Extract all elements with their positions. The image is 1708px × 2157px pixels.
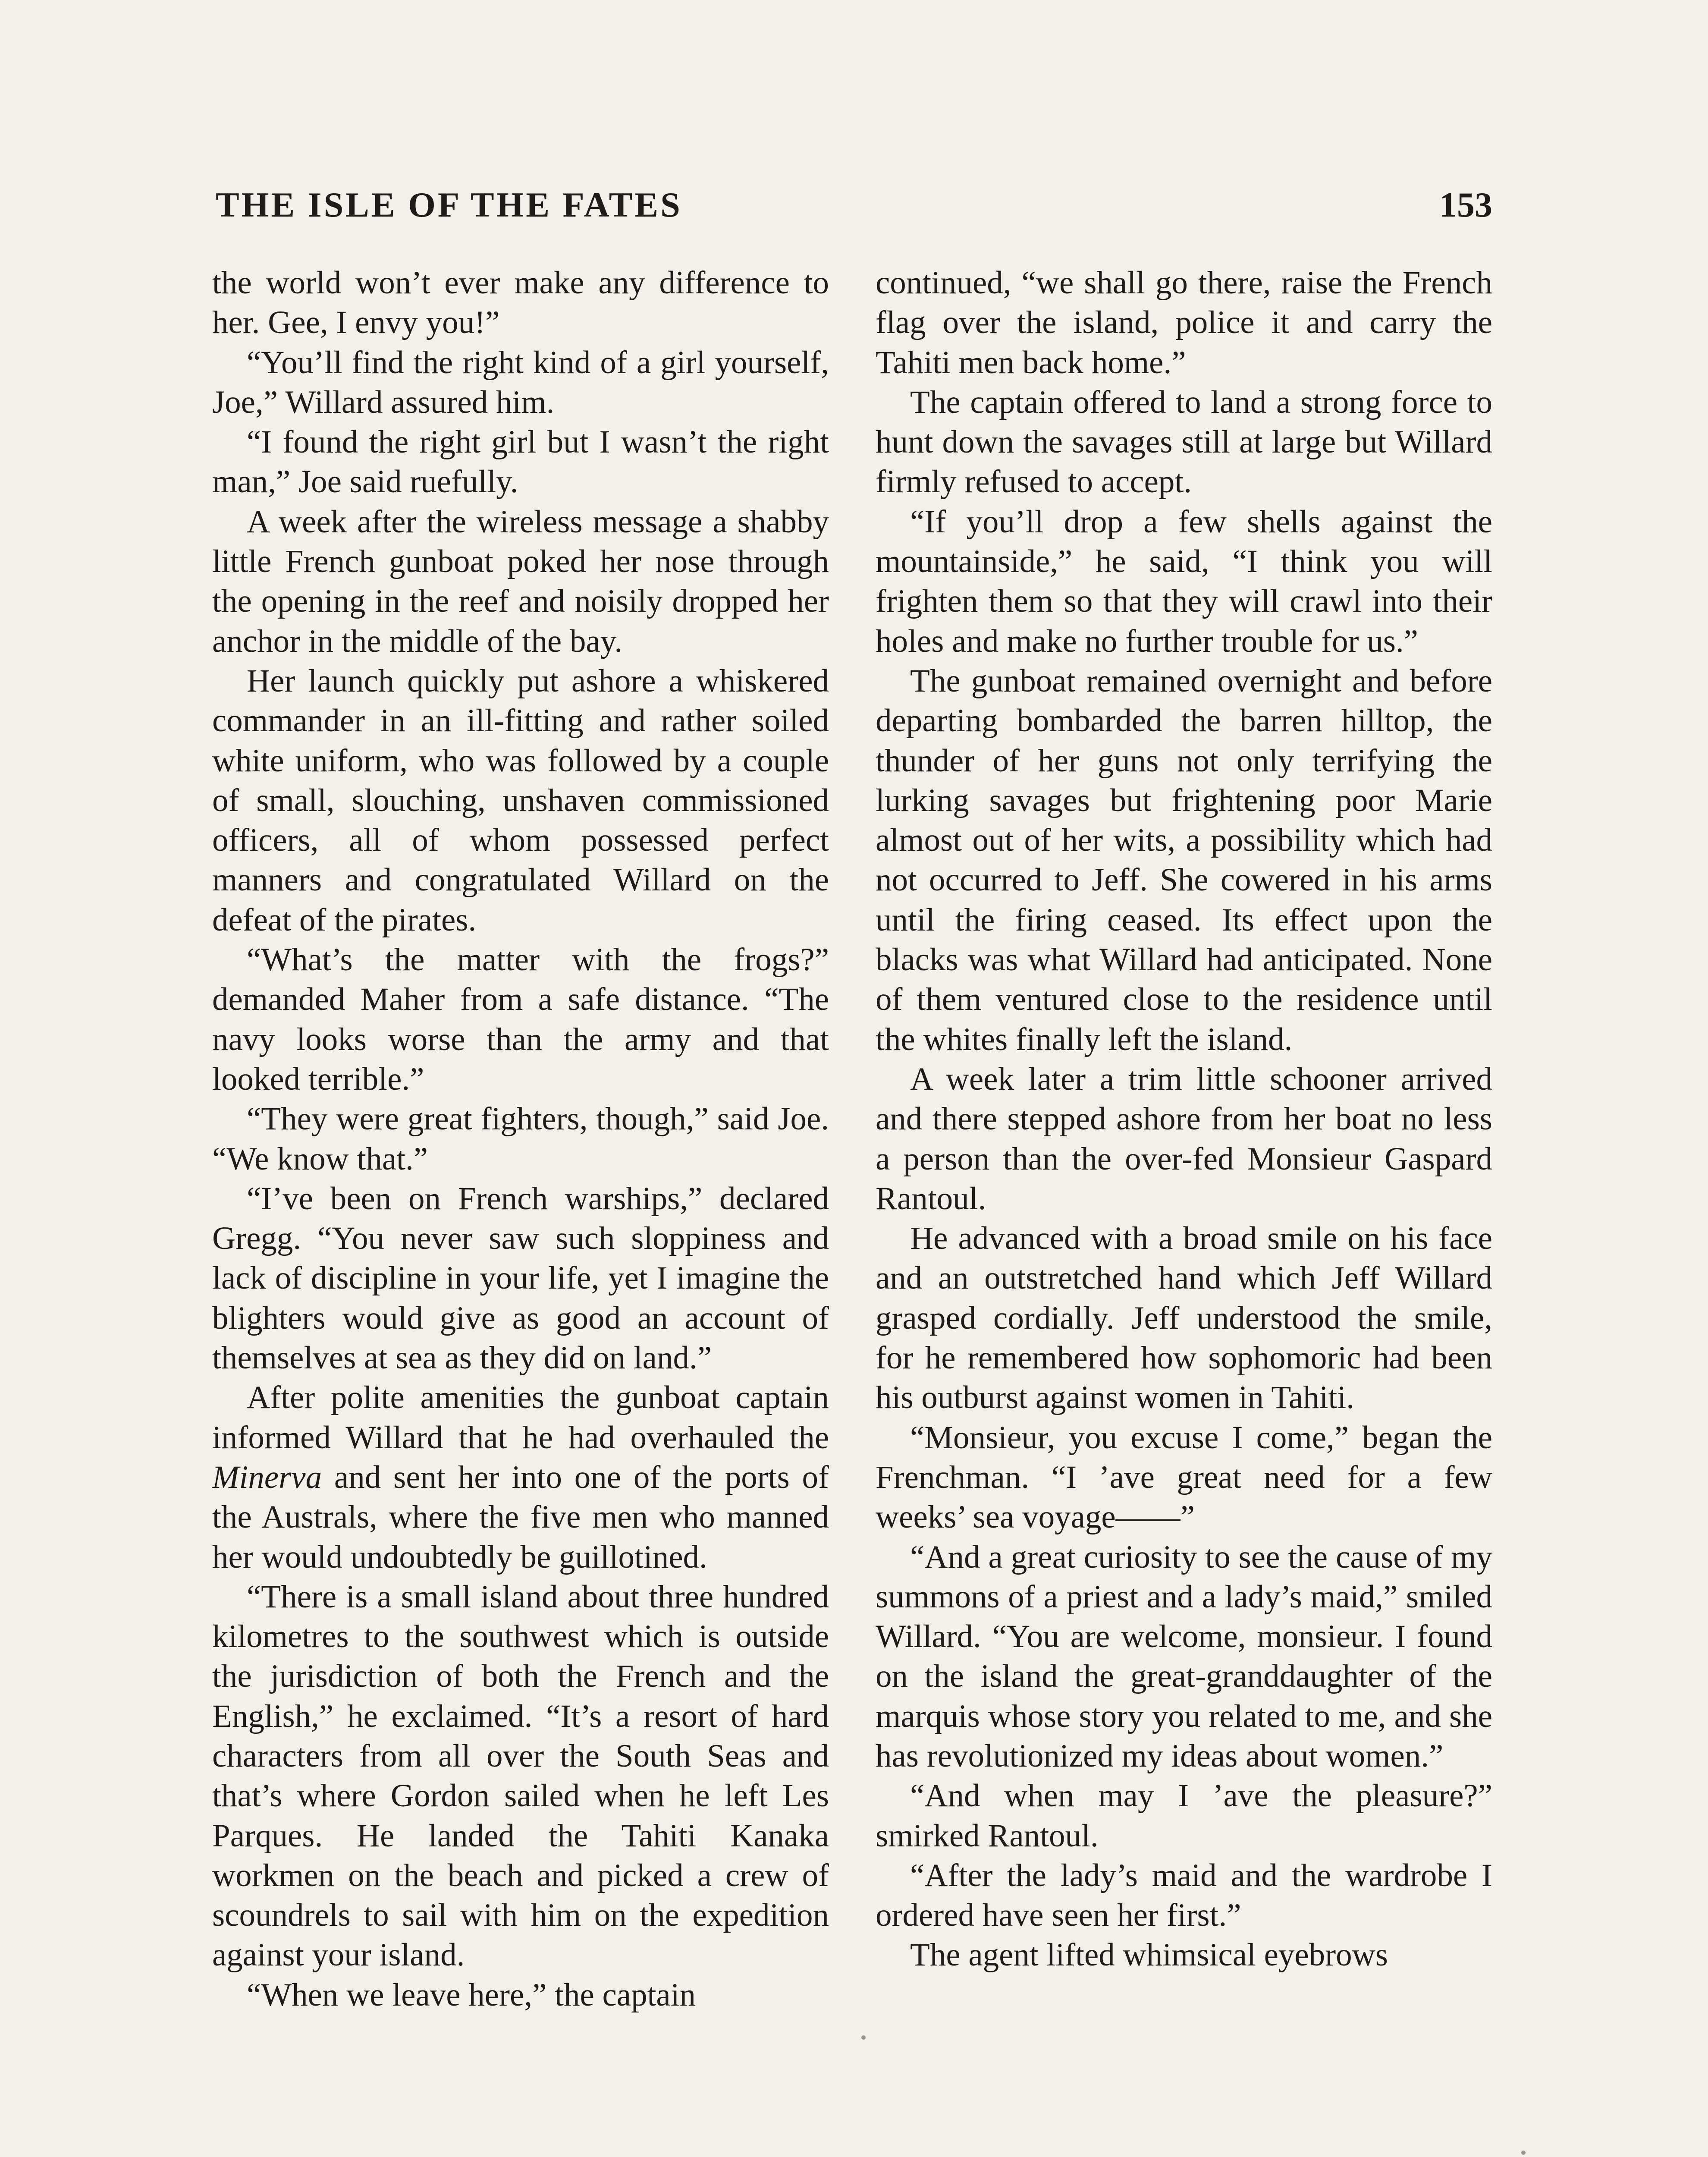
paragraph: “If you’ll drop a few shells against the mountainside,” he said, “I think you will frighten them so that they will crawl into their holes and make no further trouble for us.”: [876, 503, 1492, 659]
paragraph: “They were great fighters, though,” said Joe. “We know that.”: [212, 1101, 829, 1177]
print-speck: [861, 2035, 866, 2040]
paragraph: continued, “we shall go there, raise the French flag over the island, police it and carry the Tahiti men back home.”: [876, 265, 1492, 380]
paragraph: Her launch quickly put ashore a whiskered commander in an ill-fitting and rather soiled white uniform, who was followed by a couple of small, slouching, unshaven commissioned officers, all of whom possessed perfect manners and congratulated Willard on the defeat of the pirates.: [212, 663, 829, 938]
paragraph: “You’ll find the right kind of a girl yourself, Joe,” Willard assured him.: [212, 344, 829, 420]
print-speck: [1521, 2151, 1526, 2155]
paragraph: “After the lady’s maid and the wardrobe I ordered have seen her first.”: [876, 1857, 1492, 1934]
paragraph-text: After polite amenities the gunboat captain informed Willard that he had overhauled the: [212, 1380, 829, 1456]
paragraph: “I’ve been on French warships,” declared Gregg. “You never saw such sloppiness and lack of discipline in your life, yet I imagine the blighters would give as good an account of themselves at sea as they did on land.”: [212, 1180, 829, 1376]
paragraph: “When we leave here,” the captain: [247, 1977, 696, 2013]
paragraph: A week later a trim little schooner arrived and there stepped ashore from her boat no less a person than the over-fed Monsieur Gaspard Rantoul.: [876, 1061, 1492, 1217]
paragraph-text: and sent her into one of the ports of the Australs, where the five men who manned her would undoubtedly be guillotined.: [212, 1459, 829, 1575]
right-column: [876, 263, 1492, 2157]
paragraph: The agent lifted whimsical eyebrows: [910, 1937, 1388, 1973]
paragraph: The captain offered to land a strong force to hunt down the savages still at large but Willard firmly refused to accept.: [876, 384, 1492, 500]
paragraph: “Monsieur, you excuse I come,” began the Frenchman. “I ’ave great need for a few weeks’ sea voyage——”: [876, 1419, 1492, 1535]
paragraph: “There is a small island about three hundred kilometres to the southwest which is outside the jurisdiction of both the French and the English,” he exclaimed. “It’s a resort of hard characters from all over the South Seas and that’s where Gordon sailed when he left Les Parques. He landed the Tahiti Kanaka workmen on the beach and picked a crew of scoundrels to sail with him on the expedition against your island.: [212, 1578, 829, 1973]
paragraph: “And when may I ’ave the pleasure?” smirked Rantoul.: [876, 1778, 1492, 1854]
paragraph: The gunboat remained overnight and before departing bombarded the barren hilltop, the thunder of her guns not only terrifying the lurking savages but frightening poor Marie almost out of her wits, a possibility which had not occurred to Jeff. She cowered in his arms until the firing ceased. Its effect upon the blacks was what Willard had anticipated. None of them ventured close to the residence until the whites finally left the island.: [876, 663, 1492, 1057]
paragraph: [212, 1378, 829, 1577]
paragraph: the world won’t ever make any difference to her. Gee, I envy you!”: [212, 265, 829, 341]
page-header: [216, 181, 1492, 229]
running-title: THE ISLE OF THE FATES: [216, 185, 682, 224]
paragraph: “I found the right girl but I wasn’t the right man,” Joe said ruefully.: [212, 424, 829, 500]
paragraph: “And a great curiosity to see the cause of my summons of a priest and a lady’s maid,” smiled Willard. “You are welcome, monsieur. I found on the island the great-granddaughter of the marquis whose story you related to me, and she has revolutionized my ideas about women.”: [876, 1539, 1492, 1774]
paragraph: He advanced with a broad smile on his face and an outstretched hand which Jeff Willard grasped cordially. Jeff understood the smile, for he remembered how sophomoric had been his outburst against women in Tahiti.: [876, 1220, 1492, 1416]
page-number: 153: [1439, 185, 1492, 224]
ship-name: Minerva: [212, 1459, 322, 1495]
paragraph: “What’s the matter with the frogs?” demanded Maher from a safe distance. “The navy looks worse than the army and that looked terrible.”: [212, 942, 829, 1097]
left-column: [212, 263, 829, 2157]
paragraph: A week after the wireless message a shabby little French gunboat poked her nose through the opening in the reef and noisily dropped her anchor in the middle of the bay.: [212, 503, 829, 659]
